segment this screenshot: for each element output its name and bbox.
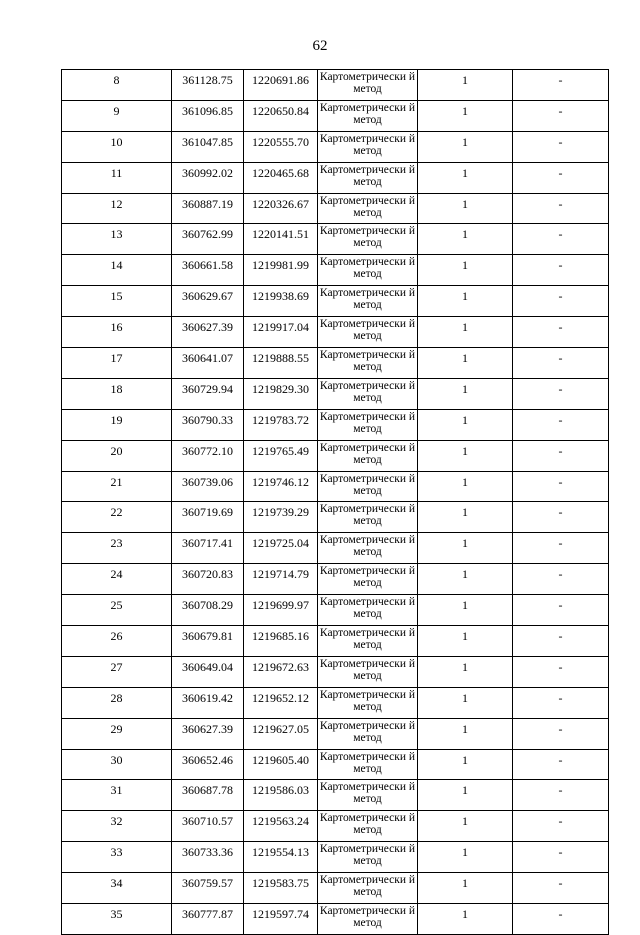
y-coordinate-cell: 1219652.12 [244, 687, 318, 718]
x-coordinate-cell: 360708.29 [172, 595, 244, 626]
x-coordinate-cell: 360733.36 [172, 842, 244, 873]
method-cell: Картометрически й метод [318, 873, 418, 904]
table-row [62, 100, 609, 131]
x-coordinate-cell: 360992.02 [172, 162, 244, 193]
accuracy-cell: 1 [418, 193, 513, 224]
point-number-cell: 35 [62, 904, 172, 935]
table-row [62, 687, 609, 718]
table-row [62, 286, 609, 317]
x-coordinate-cell: 360619.42 [172, 687, 244, 718]
description-cell: - [513, 255, 609, 286]
method-cell: Картометрически й метод [318, 255, 418, 286]
description-cell: - [513, 317, 609, 348]
accuracy-cell: 1 [418, 440, 513, 471]
accuracy-cell: 1 [418, 811, 513, 842]
accuracy-cell: 1 [418, 564, 513, 595]
accuracy-cell: 1 [418, 842, 513, 873]
accuracy-cell: 1 [418, 904, 513, 935]
description-cell: - [513, 409, 609, 440]
description-cell: - [513, 131, 609, 162]
y-coordinate-cell: 1220141.51 [244, 224, 318, 255]
description-cell: - [513, 564, 609, 595]
coordinates-table [61, 69, 609, 935]
table-row [62, 255, 609, 286]
point-number-cell: 33 [62, 842, 172, 873]
x-coordinate-cell: 361047.85 [172, 131, 244, 162]
y-coordinate-cell: 1220555.70 [244, 131, 318, 162]
description-cell: - [513, 440, 609, 471]
method-cell: Картометрически й метод [318, 564, 418, 595]
description-cell: - [513, 533, 609, 564]
y-coordinate-cell: 1220465.68 [244, 162, 318, 193]
point-number-cell: 18 [62, 378, 172, 409]
method-cell: Картометрически й метод [318, 687, 418, 718]
y-coordinate-cell: 1219586.03 [244, 780, 318, 811]
accuracy-cell: 1 [418, 348, 513, 379]
table-row [62, 409, 609, 440]
accuracy-cell: 1 [418, 162, 513, 193]
description-cell: - [513, 502, 609, 533]
description-cell: - [513, 904, 609, 935]
accuracy-cell: 1 [418, 595, 513, 626]
accuracy-cell: 1 [418, 533, 513, 564]
point-number-cell: 11 [62, 162, 172, 193]
x-coordinate-cell: 360790.33 [172, 409, 244, 440]
method-cell: Картометрически й метод [318, 162, 418, 193]
description-cell: - [513, 626, 609, 657]
x-coordinate-cell: 360772.10 [172, 440, 244, 471]
method-cell: Картометрически й метод [318, 193, 418, 224]
y-coordinate-cell: 1219739.29 [244, 502, 318, 533]
point-number-cell: 10 [62, 131, 172, 162]
y-coordinate-cell: 1220326.67 [244, 193, 318, 224]
description-cell: - [513, 873, 609, 904]
table-row [62, 348, 609, 379]
table-row [62, 811, 609, 842]
description-cell: - [513, 162, 609, 193]
x-coordinate-cell: 360720.83 [172, 564, 244, 595]
y-coordinate-cell: 1219746.12 [244, 471, 318, 502]
y-coordinate-cell: 1219563.24 [244, 811, 318, 842]
table-row [62, 656, 609, 687]
x-coordinate-cell: 360629.67 [172, 286, 244, 317]
x-coordinate-cell: 360661.58 [172, 255, 244, 286]
x-coordinate-cell: 360710.57 [172, 811, 244, 842]
table-row [62, 780, 609, 811]
method-cell: Картометрически й метод [318, 656, 418, 687]
accuracy-cell: 1 [418, 100, 513, 131]
point-number-cell: 27 [62, 656, 172, 687]
y-coordinate-cell: 1220650.84 [244, 100, 318, 131]
description-cell: - [513, 842, 609, 873]
y-coordinate-cell: 1219583.75 [244, 873, 318, 904]
method-cell: Картометрически й метод [318, 409, 418, 440]
point-number-cell: 25 [62, 595, 172, 626]
table-row [62, 502, 609, 533]
accuracy-cell: 1 [418, 687, 513, 718]
description-cell: - [513, 378, 609, 409]
description-cell: - [513, 595, 609, 626]
accuracy-cell: 1 [418, 255, 513, 286]
y-coordinate-cell: 1219672.63 [244, 656, 318, 687]
accuracy-cell: 1 [418, 409, 513, 440]
y-coordinate-cell: 1219725.04 [244, 533, 318, 564]
method-cell: Картометрически й метод [318, 317, 418, 348]
table-row [62, 626, 609, 657]
y-coordinate-cell: 1219783.72 [244, 409, 318, 440]
table-row [62, 471, 609, 502]
x-coordinate-cell: 360739.06 [172, 471, 244, 502]
y-coordinate-cell: 1219981.99 [244, 255, 318, 286]
accuracy-cell: 1 [418, 718, 513, 749]
method-cell: Картометрически й метод [318, 348, 418, 379]
method-cell: Картометрически й метод [318, 842, 418, 873]
point-number-cell: 34 [62, 873, 172, 904]
y-coordinate-cell: 1219685.16 [244, 626, 318, 657]
description-cell: - [513, 656, 609, 687]
point-number-cell: 30 [62, 749, 172, 780]
point-number-cell: 28 [62, 687, 172, 718]
table-row [62, 440, 609, 471]
point-number-cell: 12 [62, 193, 172, 224]
y-coordinate-cell: 1220691.86 [244, 70, 318, 101]
method-cell: Картометрически й метод [318, 378, 418, 409]
point-number-cell: 8 [62, 70, 172, 101]
description-cell: - [513, 286, 609, 317]
table-row [62, 904, 609, 935]
y-coordinate-cell: 1219714.79 [244, 564, 318, 595]
method-cell: Картометрически й метод [318, 131, 418, 162]
y-coordinate-cell: 1219554.13 [244, 842, 318, 873]
accuracy-cell: 1 [418, 70, 513, 101]
method-cell: Картометрически й метод [318, 780, 418, 811]
description-cell: - [513, 471, 609, 502]
x-coordinate-cell: 361128.75 [172, 70, 244, 101]
point-number-cell: 23 [62, 533, 172, 564]
y-coordinate-cell: 1219597.74 [244, 904, 318, 935]
method-cell: Картометрически й метод [318, 471, 418, 502]
accuracy-cell: 1 [418, 224, 513, 255]
point-number-cell: 13 [62, 224, 172, 255]
point-number-cell: 17 [62, 348, 172, 379]
table-row [62, 224, 609, 255]
y-coordinate-cell: 1219765.49 [244, 440, 318, 471]
description-cell: - [513, 687, 609, 718]
accuracy-cell: 1 [418, 626, 513, 657]
y-coordinate-cell: 1219938.69 [244, 286, 318, 317]
x-coordinate-cell: 360887.19 [172, 193, 244, 224]
table-row [62, 70, 609, 101]
x-coordinate-cell: 360762.99 [172, 224, 244, 255]
table-row [62, 317, 609, 348]
y-coordinate-cell: 1219888.55 [244, 348, 318, 379]
accuracy-cell: 1 [418, 317, 513, 348]
page-number: 62 [312, 38, 328, 54]
method-cell: Картометрически й метод [318, 904, 418, 935]
x-coordinate-cell: 360641.07 [172, 348, 244, 379]
point-number-cell: 24 [62, 564, 172, 595]
accuracy-cell: 1 [418, 502, 513, 533]
accuracy-cell: 1 [418, 471, 513, 502]
y-coordinate-cell: 1219699.97 [244, 595, 318, 626]
point-number-cell: 15 [62, 286, 172, 317]
method-cell: Картометрически й метод [318, 440, 418, 471]
table-row [62, 131, 609, 162]
point-number-cell: 21 [62, 471, 172, 502]
table-row [62, 873, 609, 904]
method-cell: Картометрически й метод [318, 100, 418, 131]
description-cell: - [513, 100, 609, 131]
description-cell: - [513, 193, 609, 224]
method-cell: Картометрически й метод [318, 502, 418, 533]
table-row [62, 533, 609, 564]
method-cell: Картометрически й метод [318, 70, 418, 101]
table-body [62, 70, 609, 935]
point-number-cell: 31 [62, 780, 172, 811]
method-cell: Картометрически й метод [318, 811, 418, 842]
table-row [62, 842, 609, 873]
accuracy-cell: 1 [418, 131, 513, 162]
table-row [62, 749, 609, 780]
table-row [62, 162, 609, 193]
x-coordinate-cell: 360717.41 [172, 533, 244, 564]
x-coordinate-cell: 360679.81 [172, 626, 244, 657]
method-cell: Картометрически й метод [318, 595, 418, 626]
accuracy-cell: 1 [418, 873, 513, 904]
point-number-cell: 14 [62, 255, 172, 286]
description-cell: - [513, 70, 609, 101]
accuracy-cell: 1 [418, 378, 513, 409]
x-coordinate-cell: 360649.04 [172, 656, 244, 687]
method-cell: Картометрически й метод [318, 718, 418, 749]
table-row [62, 564, 609, 595]
description-cell: - [513, 348, 609, 379]
description-cell: - [513, 749, 609, 780]
y-coordinate-cell: 1219627.05 [244, 718, 318, 749]
x-coordinate-cell: 361096.85 [172, 100, 244, 131]
x-coordinate-cell: 360652.46 [172, 749, 244, 780]
point-number-cell: 29 [62, 718, 172, 749]
table-row [62, 193, 609, 224]
x-coordinate-cell: 360627.39 [172, 317, 244, 348]
method-cell: Картометрически й метод [318, 749, 418, 780]
point-number-cell: 22 [62, 502, 172, 533]
description-cell: - [513, 718, 609, 749]
x-coordinate-cell: 360687.78 [172, 780, 244, 811]
x-coordinate-cell: 360777.87 [172, 904, 244, 935]
method-cell: Картометрически й метод [318, 626, 418, 657]
table-row [62, 378, 609, 409]
accuracy-cell: 1 [418, 780, 513, 811]
y-coordinate-cell: 1219917.04 [244, 317, 318, 348]
point-number-cell: 19 [62, 409, 172, 440]
description-cell: - [513, 224, 609, 255]
accuracy-cell: 1 [418, 749, 513, 780]
method-cell: Картометрически й метод [318, 224, 418, 255]
point-number-cell: 20 [62, 440, 172, 471]
y-coordinate-cell: 1219829.30 [244, 378, 318, 409]
point-number-cell: 16 [62, 317, 172, 348]
point-number-cell: 32 [62, 811, 172, 842]
point-number-cell: 26 [62, 626, 172, 657]
description-cell: - [513, 780, 609, 811]
x-coordinate-cell: 360719.69 [172, 502, 244, 533]
point-number-cell: 9 [62, 100, 172, 131]
x-coordinate-cell: 360729.94 [172, 378, 244, 409]
x-coordinate-cell: 360759.57 [172, 873, 244, 904]
method-cell: Картометрически й метод [318, 286, 418, 317]
table-row [62, 595, 609, 626]
description-cell: - [513, 811, 609, 842]
method-cell: Картометрически й метод [318, 533, 418, 564]
table-row [62, 718, 609, 749]
accuracy-cell: 1 [418, 656, 513, 687]
accuracy-cell: 1 [418, 286, 513, 317]
y-coordinate-cell: 1219605.40 [244, 749, 318, 780]
x-coordinate-cell: 360627.39 [172, 718, 244, 749]
